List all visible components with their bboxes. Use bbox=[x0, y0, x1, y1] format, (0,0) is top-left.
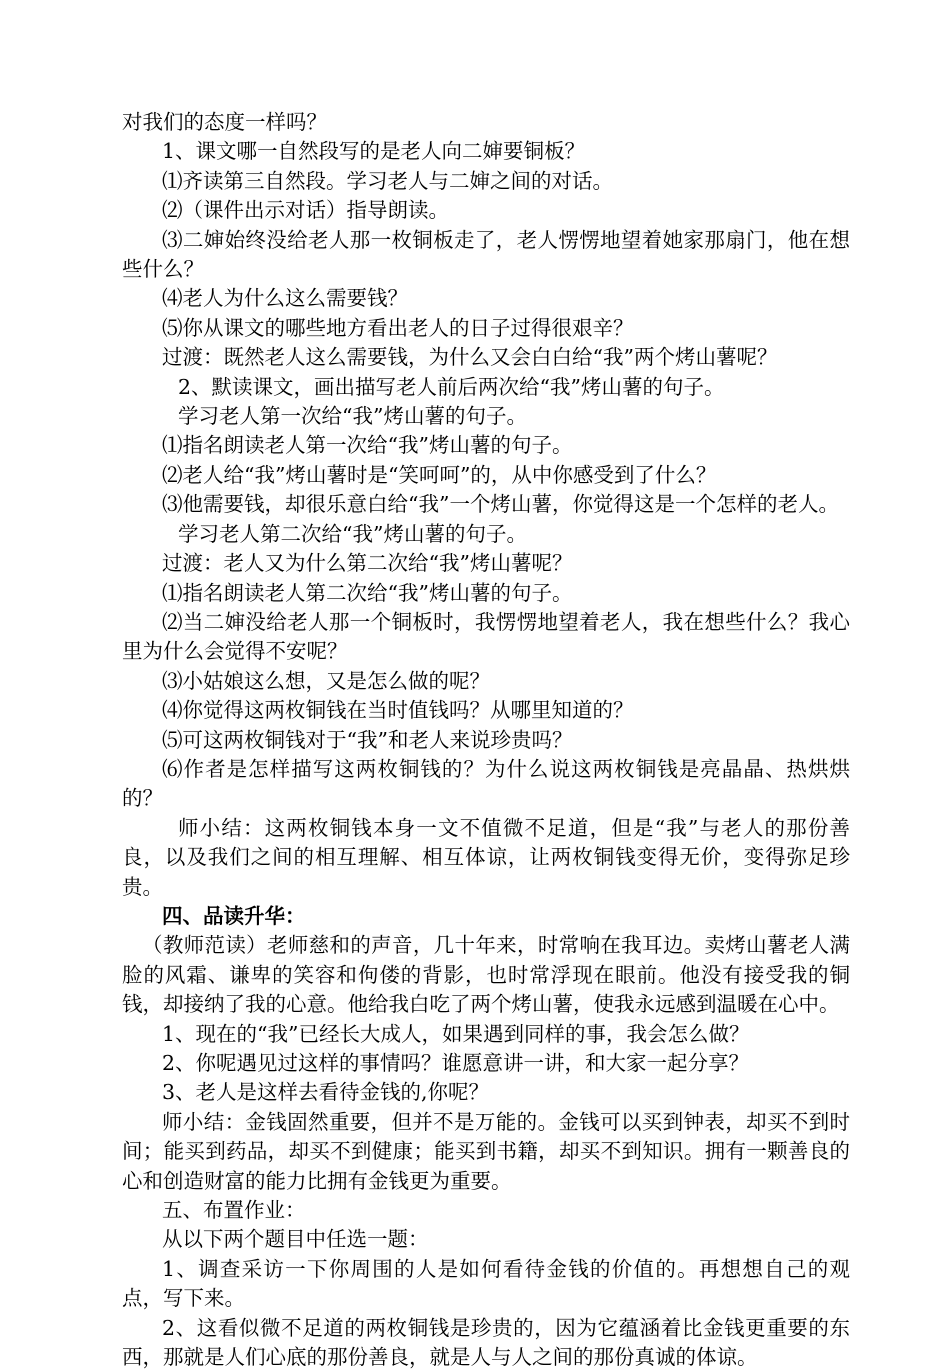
paragraph: ⑸你从课文的哪些地方看出老人的日子过得很艰辛？ bbox=[162, 315, 634, 340]
paragraph: 对我们的态度一样吗？ bbox=[122, 110, 327, 134]
paragraph: ⑴齐读第三自然段。学习老人与二婶之间的对话。 bbox=[162, 168, 613, 193]
paragraph: 3、老人是这样去看待金钱的,你呢？ bbox=[162, 1080, 490, 1105]
paragraph: 1、调查采访一下你周围的人是如何看待金钱的价值的。再想想自己的观点，写下来。 bbox=[122, 1256, 850, 1311]
paragraph: ⑸可这两枚铜钱对于“我”和老人来说珍贵吗？ bbox=[162, 727, 573, 752]
paragraph: ⑷老人为什么这么需要钱？ bbox=[162, 286, 408, 311]
paragraph: 过渡：老人又为什么第二次给“我”烤山薯呢？ bbox=[162, 551, 573, 576]
paragraph: ⑵当二婶没给老人那一个铜板时，我愣愣地望着老人，我在想些什么？我心里为什么会觉得不安呢？ bbox=[122, 609, 850, 664]
paragraph: ⑵（课件出示对话）指导朗读。 bbox=[162, 198, 449, 223]
paragraph: 从以下两个题目中任选一题： bbox=[162, 1227, 429, 1252]
document-body bbox=[122, 108, 850, 1372]
paragraph: 1、现在的“我”已经长大成人，如果遇到同样的事，我会怎么做？ bbox=[162, 1021, 750, 1046]
paragraph: 学习老人第一次给“我”烤山薯的句子。 bbox=[178, 404, 527, 429]
paragraph: ⑷你觉得这两枚铜钱在当时值钱吗？从哪里知道的？ bbox=[162, 698, 634, 723]
paragraph: 2、默读课文，画出描写老人前后两次给“我”烤山薯的句子。 bbox=[178, 374, 725, 399]
paragraph: ⑶二婶始终没给老人那一枚铜板走了，老人愣愣地望着她家那扇门，他在想些什么？ bbox=[122, 227, 850, 282]
paragraph: 2、这看似微不足道的两枚铜钱是珍贵的，因为它蕴涵着比金钱更重要的东西，那就是人们心底的那份善良，就是人与人之间的那份真诚的体谅。 bbox=[122, 1315, 850, 1370]
paragraph: ⑶他需要钱，却很乐意白给“我”一个烤山薯，你觉得这是一个怎样的老人。 bbox=[162, 492, 839, 517]
paragraph: ⑴指名朗读老人第一次给“我”烤山薯的句子。 bbox=[162, 433, 573, 458]
paragraph: 2、你呢遇见过这样的事情吗？谁愿意讲一讲，和大家一起分享？ bbox=[162, 1051, 750, 1075]
paragraph: 学习老人第二次给“我”烤山薯的句子。 bbox=[178, 521, 527, 546]
summary-paragraph: 师小结：这两枚铜钱本身一文不值微不足道，但是“我”与老人的那份善良，以及我们之间的相互理解、相互体谅，让两枚铜钱变得无价，变得弥足珍贵。 bbox=[122, 815, 850, 899]
section-heading: 五、布置作业： bbox=[162, 1198, 306, 1223]
paragraph: 过渡：既然老人这么需要钱，为什么又会白白给“我”两个烤山薯呢？ bbox=[162, 345, 778, 370]
section-heading: 四、品读升华： bbox=[162, 903, 306, 928]
paragraph: ⑹作者是怎样描写这两枚铜钱的？为什么说这两枚铜钱是亮晶晶、热烘烘的？ bbox=[122, 756, 850, 811]
paragraph: ⑶小姑娘这么想，又是怎么做的呢？ bbox=[162, 668, 490, 693]
paragraph: （教师范读）老师慈和的声音，几十年来，时常响在我耳边。卖烤山薯老人满脸的风霜、谦卑的笑容和佝偻的背影，也时常浮现在眼前。他没有接受我的铜钱，却接纳了我的心意。他给我白吃了两个烤山薯，使我永远感到温暖在心中。 bbox=[122, 933, 850, 1017]
paragraph: ⑴指名朗读老人第二次给“我”烤山薯的句子。 bbox=[162, 580, 573, 605]
paragraph: ⑵老人给“我”烤山薯时是“笑呵呵”的，从中你感受到了什么？ bbox=[162, 462, 717, 487]
summary-paragraph: 师小结：金钱固然重要，但并不是万能的。金钱可以买到钟表，却买不到时间；能买到药品，却买不到健康；能买到书籍，却买不到知识。拥有一颗善良的心和创造财富的能力比拥有金钱更为重要。 bbox=[122, 1109, 850, 1193]
paragraph: 1、课文哪一自然段写的是老人向二婶要铜板？ bbox=[162, 139, 586, 164]
